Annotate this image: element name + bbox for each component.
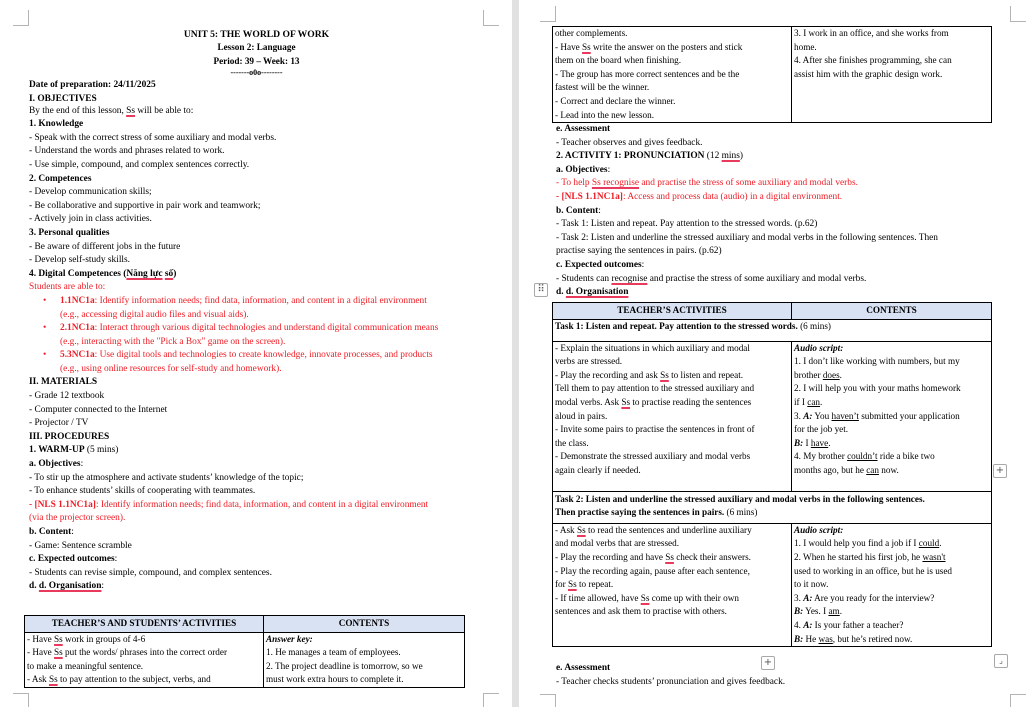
text: and practise the stress of some auxiliary and modal verbs. — [647, 273, 867, 284]
text: Yes. I — [803, 606, 829, 617]
digital-competence-item — [60, 295, 484, 322]
text: will be able to: — [135, 105, 194, 116]
text: come up with their own — [649, 592, 739, 603]
text: . — [939, 538, 942, 549]
assessment-text: - Teacher observes and gives feedback. — [556, 137, 703, 148]
text: , but he’s retired now. — [832, 633, 913, 644]
warmup-content: - Game: Sentence scramble — [29, 540, 132, 551]
text: - Have — [27, 647, 55, 658]
text: 3. — [794, 410, 804, 421]
materials-item: - Grade 12 textbook — [29, 391, 105, 402]
text: to listen and repeat. — [668, 369, 744, 380]
spelling-flag: Ss — [621, 396, 631, 407]
table-header-row — [25, 616, 465, 633]
text: (12 — [704, 151, 722, 162]
page-2-body — [556, 123, 1016, 300]
text: - Students can — [556, 273, 612, 284]
activity-line: verbs are stressed. — [555, 356, 623, 367]
text: : Use digital tools and technologies to create knowledge, innovate processes, and products — [94, 350, 433, 361]
script-line — [794, 537, 989, 551]
spelling-flag: recognise — [611, 273, 648, 284]
stressed-word: haven’t — [831, 410, 859, 421]
activity-line: - Explain the situations in which auxiliary and modal — [555, 342, 750, 353]
activity-line — [555, 369, 789, 383]
warmup-nls-cont: (via the projector screen). — [29, 513, 126, 524]
script-line: to it now. — [794, 579, 829, 590]
text: to practise reading the sentences — [630, 396, 752, 407]
answer-line: 1. He manages a team of employees. — [266, 647, 401, 658]
activity1-organisation-label: d. d. Organisation — [556, 287, 629, 298]
add-column-button[interactable]: + — [993, 464, 1007, 478]
unit-title: UNIT 5: THE WORLD OF WORK — [183, 29, 330, 40]
table-row — [553, 523, 992, 646]
text: He — [803, 633, 819, 644]
task-title-row — [553, 491, 992, 523]
activity-line: - The group has more correct sentences and be the — [555, 68, 740, 79]
lesson-title-block — [29, 28, 484, 77]
knowledge-heading: 1. Knowledge — [29, 119, 84, 130]
script-line — [794, 396, 989, 410]
warmup-objective: - To enhance students’ skills of cooperating with teammates. — [29, 486, 256, 497]
activity-line: other complements. — [555, 28, 628, 38]
text: . — [839, 369, 842, 380]
knowledge-item: - Understand the words and phrases related to work. — [29, 146, 225, 157]
speaker-label: A: — [803, 592, 813, 603]
table-header-row — [553, 303, 992, 320]
speaker-label: B: — [794, 633, 804, 644]
add-row-button[interactable]: + — [761, 656, 775, 670]
text: Task 2: Listen and underline the stressed auxiliary and modal verbs in the following sentences. — [555, 493, 925, 504]
objectives-intro — [29, 105, 484, 119]
activity-line: fastest will be the winner. — [555, 82, 650, 93]
audio-script-label: Audio script: — [794, 524, 844, 535]
spelling-flag: Ss — [665, 551, 674, 562]
activity1-content: practise saying the sentences in pairs. (p.62) — [556, 246, 722, 257]
text: - If time allowed, have — [555, 592, 641, 603]
spelling-flag: Ss recognise — [591, 178, 640, 189]
column-header: CONTENTS — [264, 616, 465, 633]
text: c. Expected outcomes — [29, 554, 115, 565]
text: Is your father a teacher? — [812, 619, 904, 630]
answer-key-label: Answer key: — [266, 633, 313, 644]
warmup-objective: - To stir up the atmosphere and activate students’ knowledge of the topic; — [29, 472, 304, 483]
text: brother — [794, 369, 823, 380]
document-page-2 — [519, 0, 1031, 707]
activity-line: and modal verbs that are stressed. — [555, 538, 679, 549]
text: a. Objectives — [556, 164, 608, 175]
text: - [NLS 1.1NC1a] — [556, 191, 623, 202]
text: - Play the recording and ask — [555, 369, 661, 380]
period-title: Period: 39 – Week: 13 — [213, 55, 300, 66]
text: : Access and process data (audio) in a digital environment. — [622, 191, 843, 202]
stressed-word: couldn’t — [847, 451, 878, 462]
activity1-objectives-label: a. Objectives: — [556, 164, 611, 175]
script-line — [794, 437, 989, 451]
script-line — [794, 450, 989, 464]
spelling-flag: Ss — [568, 579, 577, 590]
stressed-word: could — [918, 538, 940, 549]
competences-item: - Be collaborative and supportive in pair work and teamwork; — [29, 200, 261, 211]
text: to pay attention to the subject, verbs, and — [57, 674, 211, 685]
text: (e.g., interacting with the "Pick a Box" game on the screen). — [60, 336, 286, 347]
activity1-outcomes — [556, 273, 1016, 287]
task2-title-cell[interactable] — [553, 491, 992, 523]
activity-line: Tell them to pay attention to the stressed auxiliary and — [555, 383, 755, 394]
competence-code: 5.3NC1a — [60, 350, 95, 361]
contents-cell[interactable] — [792, 523, 992, 646]
speaker-label: A: — [803, 619, 813, 630]
script-line: used to working in an office, but he is used — [794, 565, 953, 576]
warmup-activities-table-continued — [552, 26, 992, 123]
text: : Interact through various digital technologies and understand digital communication means — [94, 323, 439, 334]
activity-line: - Lead into the new lesson. — [555, 109, 654, 120]
script-line — [794, 464, 989, 478]
activity-line — [555, 41, 789, 55]
warmup-outcomes-label: c. Expected outcomes: — [29, 554, 118, 565]
crop-mark — [483, 10, 499, 26]
table-row — [553, 27, 992, 123]
activity1-nls — [556, 191, 1016, 205]
materials-item: - Computer connected to the Internet — [29, 404, 168, 415]
task-title-row — [553, 319, 992, 341]
table-row — [553, 341, 992, 491]
answer-line: assist him with the graphic design work. — [794, 68, 943, 79]
knowledge-item: - Use simple, compound, and complex sentences correctly. — [29, 159, 250, 170]
answer-line: 4. After she finishes programming, she can — [794, 55, 952, 66]
script-line — [794, 369, 989, 383]
text: (e.g., accessing digital audio files and visual aids). — [60, 309, 249, 320]
text: check their answers. — [673, 551, 751, 562]
personal-qualities-heading: 3. Personal qualities — [29, 227, 110, 238]
activity-line: - Play the recording again, pause after each sentence, — [555, 565, 750, 576]
activity-line — [27, 633, 261, 647]
stressed-word: was — [818, 633, 833, 644]
text: 1. WARM-UP — [29, 445, 85, 456]
text: : Identify information needs; find data, information, and content in a digital environment — [94, 295, 427, 306]
objectives-heading: I. OBJECTIVES — [29, 93, 97, 104]
procedures-heading: III. PROCEDURES — [29, 431, 110, 442]
speaker-label: B: — [794, 606, 804, 617]
answer-line: 2. The project deadline is tomorrow, so we — [266, 660, 423, 671]
activity1-content: - Task 1: Listen and repeat. Pay attention to the stressed words. (p.62) — [556, 219, 818, 230]
activity-line: - Correct and declare the winner. — [555, 95, 676, 106]
text: months ago, but he — [794, 464, 867, 475]
text: submitted your application — [858, 410, 960, 421]
script-line: 2. I will help you with your maths homework — [794, 383, 961, 394]
activity1-heading — [556, 150, 1016, 164]
digital-competence-item — [60, 322, 484, 349]
activity-line — [555, 592, 789, 606]
competence-code: 2.1NC1a — [60, 323, 95, 334]
spelling-flag: Ss — [640, 592, 650, 603]
text: 2. ACTIVITY 1: PRONUNCIATION — [556, 151, 705, 162]
personal-qualities-item: - Develop self-study skills. — [29, 255, 131, 266]
assessment-label: e. Assessment — [556, 663, 611, 673]
text: 2. When he started his first job, he — [794, 551, 923, 562]
activities-cell[interactable] — [553, 27, 792, 123]
activity-line — [27, 646, 261, 660]
answer-line: home. — [794, 41, 817, 52]
script-line — [794, 410, 989, 424]
text: a. Objectives — [29, 459, 81, 470]
text: d. Organisation — [565, 287, 629, 298]
text: c. Expected outcomes — [556, 259, 642, 270]
activity-line — [27, 673, 261, 687]
page-gutter — [512, 0, 519, 707]
competence-code: 1.1NC1a — [60, 295, 95, 306]
pronunciation-activities-table — [552, 302, 992, 647]
activity-line: - Demonstrate the stressed auxiliary and modal verbs — [555, 451, 751, 462]
competences-item: - Develop communication skills; — [29, 187, 152, 198]
text: b. Content — [556, 205, 599, 216]
spelling-flag: Ss — [54, 633, 63, 644]
text: 4. Digital Competences — [29, 268, 124, 279]
text: Are you ready for the interview? — [812, 592, 935, 603]
speaker-label: A: — [803, 410, 813, 421]
text: - [NLS 1.1NC1a] — [29, 499, 96, 510]
text: Then practise saying the sentences in pairs. — [555, 507, 725, 518]
warmup-objectives-label: a. Objectives: — [29, 459, 84, 470]
crop-mark — [540, 6, 556, 22]
text: and practise the stress of some auxiliary and modal verbs. — [639, 178, 858, 189]
title-separator: -------o0o-------- — [230, 67, 283, 77]
text: for — [555, 579, 569, 590]
stressed-word: have — [810, 437, 829, 448]
text: modal verbs. Ask — [555, 396, 622, 407]
warmup-content-label: b. Content: — [29, 527, 74, 537]
spelling-flag: Ss — [660, 369, 669, 380]
stressed-word: can — [807, 396, 821, 407]
stressed-word: can — [866, 464, 879, 475]
competences-heading: 2. Competences — [29, 173, 92, 184]
table-move-handle[interactable]: ⠿ — [534, 283, 548, 297]
spelling-flag: Ss — [54, 647, 63, 658]
speaker-label: B: — [794, 437, 804, 448]
lesson-title: Lesson 2: Language — [217, 42, 296, 53]
column-header: TEACHER’S ACTIVITIES — [553, 303, 792, 320]
table-row — [25, 632, 465, 687]
spelling-flag: Năng lực — [126, 268, 163, 279]
crop-mark — [540, 694, 556, 707]
text: 4. — [794, 619, 804, 630]
activity-line: the class. — [555, 437, 589, 448]
assessment-text: - Teacher checks students’ pronunciation and gives feedback. — [556, 676, 786, 687]
task1-title-cell[interactable] — [553, 319, 992, 341]
warmup-activities-table — [24, 615, 465, 688]
text: (6 mins) — [797, 320, 831, 331]
date-of-preparation: Date of preparation: 24/11/2025 — [29, 80, 156, 90]
text: d. Organisation — [38, 581, 102, 592]
audio-script-label: Audio script: — [794, 342, 844, 353]
text: write the answer on the posters and stick — [590, 41, 743, 52]
activities-cell[interactable] — [25, 632, 264, 687]
assessment-label: e. Assessment — [556, 124, 611, 134]
activities-cell[interactable] — [553, 341, 792, 491]
activity-line: again clearly if needed. — [555, 464, 641, 475]
contents-cell[interactable] — [264, 632, 465, 687]
text: Task 1: Listen and repeat. Pay attention to the stressed words. — [555, 320, 798, 331]
crop-mark — [483, 693, 499, 707]
crop-mark — [1010, 6, 1026, 22]
crop-mark — [13, 693, 29, 707]
text: - Ask — [555, 524, 577, 535]
spelling-flag: số — [164, 268, 174, 279]
contents-cell[interactable] — [792, 341, 992, 491]
text: 3. — [794, 592, 804, 603]
materials-heading: II. MATERIALS — [29, 377, 98, 388]
text: (6 mins) — [724, 507, 758, 518]
warmup-nls — [29, 499, 484, 513]
text: By the end of this lesson, — [29, 105, 127, 116]
text: . — [839, 606, 842, 617]
column-header: CONTENTS — [792, 303, 992, 320]
activity-line — [555, 396, 789, 410]
crop-mark — [13, 10, 29, 26]
crop-mark — [1010, 694, 1026, 707]
warmup-organisation-label: d. d. Organisation: — [29, 581, 105, 592]
spelling-flag: Ss — [576, 524, 586, 535]
page-1-body — [29, 79, 484, 594]
students-able-to: Students are able to: — [29, 282, 106, 293]
activity-line: sentences and ask them to practise with others. — [555, 606, 727, 617]
activity1-outcomes-label: c. Expected outcomes: — [556, 259, 645, 270]
text: - Have — [555, 41, 583, 52]
activity1-content: - Task 2: Listen and underline the stressed auxiliary and modal verbs in the following sentences. Then — [556, 232, 938, 243]
table-resize-handle[interactable]: ⌟ — [994, 654, 1008, 668]
activity-line: to make a meaningful sentence. — [27, 660, 144, 671]
digital-competences-list — [29, 295, 484, 377]
text: . — [828, 437, 831, 448]
script-line — [794, 605, 989, 619]
text: ride a bike two — [877, 451, 935, 462]
activity-line: - Invite some pairs to practise the sentences in front of — [555, 424, 755, 435]
digital-competences-heading — [29, 268, 484, 282]
text: You — [812, 410, 832, 421]
page-2-footer-body — [556, 662, 1016, 689]
text: - Ask — [27, 674, 49, 685]
spelling-flag: Ss — [48, 674, 58, 685]
activity-line — [555, 524, 789, 538]
text: ) — [739, 151, 743, 162]
script-line — [794, 551, 989, 565]
text: put the words/ phrases into the correct order — [62, 647, 228, 658]
script-line: 1. I don’t like working with numbers, but my — [794, 356, 960, 367]
text: to read the sentences and underline auxiliary — [585, 524, 752, 535]
text: - To help — [556, 178, 592, 189]
script-line — [794, 633, 989, 647]
activity-line — [555, 578, 789, 592]
activity-line: aloud in pairs. — [555, 410, 608, 421]
text: - Play the recording and have — [555, 551, 666, 562]
stressed-word: wasn't — [922, 551, 946, 562]
text: ) — [173, 268, 177, 279]
stressed-word: does — [822, 369, 840, 380]
text: now. — [878, 464, 899, 475]
personal-qualities-item: - Be aware of different jobs in the future — [29, 241, 181, 252]
text: ( — [123, 268, 127, 279]
warmup-outcomes: - Students can revise simple, compound, and complex sentences. — [29, 567, 272, 578]
answer-line: 3. I work in an office, and she works from — [794, 28, 949, 38]
digital-competence-item — [60, 349, 484, 376]
activity1-objective — [556, 177, 1016, 191]
spelling-flag: Ss — [582, 41, 591, 52]
competences-item: - Actively join in class activities. — [29, 214, 152, 225]
stressed-word: am — [828, 606, 840, 617]
knowledge-item: - Speak with the correct stress of some auxiliary and modal verbs. — [29, 132, 277, 143]
activity1-content-label: b. Content: — [556, 205, 601, 216]
contents-cell[interactable] — [792, 27, 992, 123]
text: (e.g., using online resources for self-study and homework). — [60, 363, 282, 374]
spelling-flag: Ss — [126, 105, 136, 116]
script-line: for the job yet. — [794, 424, 849, 435]
activity-line — [555, 551, 789, 565]
text: if I — [794, 396, 808, 407]
warmup-heading — [29, 444, 484, 458]
script-line — [794, 592, 989, 606]
text: : Identify information needs; find data, information, and content in a digital environment — [95, 499, 429, 510]
text: (5 mins) — [84, 445, 119, 456]
text: b. Content — [29, 527, 72, 537]
document-page-1 — [0, 0, 512, 707]
answer-line: must work extra hours to complete it. — [266, 674, 404, 685]
script-line — [794, 619, 989, 633]
text: . — [820, 396, 823, 407]
text: to repeat. — [576, 579, 614, 590]
activity-line: them on the board when finishing. — [555, 55, 682, 66]
spelling-flag: mins — [721, 151, 740, 162]
text: I — [803, 437, 811, 448]
column-header: TEACHER’S AND STUDENTS’ ACTIVITIES — [25, 616, 264, 633]
text: 4. My brother — [794, 451, 848, 462]
text: 1. I would help you find a job if I — [794, 538, 919, 549]
materials-item: - Projector / TV — [29, 418, 89, 429]
activities-cell[interactable] — [553, 523, 792, 646]
text: work in groups of 4-6 — [62, 633, 146, 644]
text: - Have — [27, 633, 55, 644]
